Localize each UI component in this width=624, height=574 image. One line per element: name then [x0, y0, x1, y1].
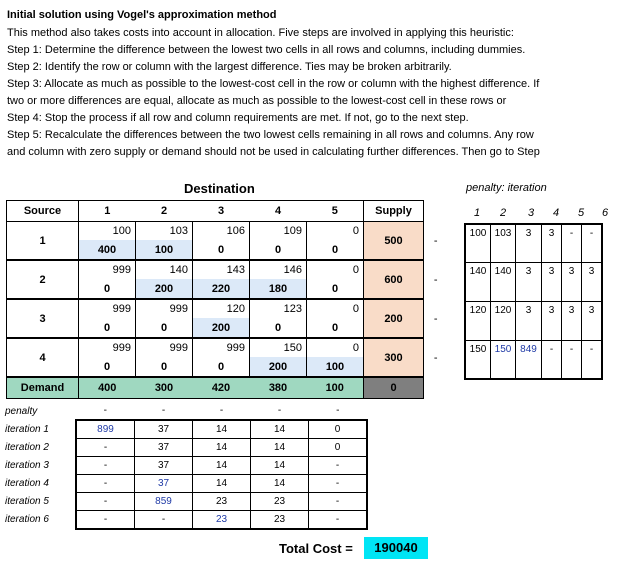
alloc-cell: 0: [79, 357, 136, 377]
transport-table: [6, 200, 448, 399]
source-label: 3: [7, 299, 79, 338]
paragraph-line: Step 1: Determine the difference between the lowest two cells in all rows and columns, including dummies.: [7, 44, 526, 56]
paragraph-line: This method also takes costs into account in allocation. Five steps are involved in applying this heuristic:: [7, 27, 514, 39]
demand-cell: 300: [136, 377, 193, 399]
source-header: Source: [7, 201, 79, 222]
penalty-row-label: iteration 5: [5, 496, 49, 507]
penalty-row-label: iteration 3: [5, 460, 49, 471]
cost-cell: 999: [112, 342, 131, 354]
penalty-cell: 120: [465, 301, 491, 340]
penalty-row-label: penalty: [5, 405, 38, 417]
paragraph-line: Step 3: Allocate as much as possible to the lowest-cost cell in the row or column with the highest difference. If: [7, 78, 540, 90]
penalty-cell: 140: [465, 262, 491, 301]
penalty-cell: -: [309, 475, 368, 493]
penalty-cell: 150: [465, 340, 491, 379]
penalty-header: 6: [602, 207, 609, 219]
penalty-cell: -: [219, 405, 224, 416]
row-penalty-title: penalty: iteration: [466, 182, 547, 194]
cost-cell: 999: [136, 338, 193, 357]
penalty-cell: 3: [542, 224, 562, 262]
penalty-cell: 14: [193, 475, 251, 493]
demand-cell: 380: [250, 377, 307, 399]
cost-cell: 103: [136, 222, 193, 241]
destination-label: Destination: [184, 181, 255, 196]
penalty-header: 2: [500, 207, 507, 219]
cost-cell: 999: [112, 303, 131, 315]
penalty-header: 5: [578, 207, 585, 219]
alloc-cell: 0: [307, 279, 364, 299]
penalty-header: 4: [553, 207, 560, 219]
row-dash: -: [433, 312, 438, 325]
penalty-cell: 899: [76, 420, 135, 439]
cost-cell: 150: [250, 338, 307, 357]
demand-cell: 100: [307, 377, 364, 399]
cost-cell: 140: [136, 260, 193, 279]
supply-cell: 300: [364, 338, 424, 377]
supply-cell: 200: [364, 299, 424, 338]
cost-cell: 100: [112, 225, 131, 237]
penalty-cell: -: [76, 493, 135, 511]
penalty-cell: 3: [516, 224, 542, 262]
paragraph-line: Step 4: Stop the process if all row and column requirements are met. If not, go to the next step.: [7, 112, 469, 124]
penalty-cell: 23: [251, 511, 309, 530]
penalty-cell: 14: [251, 457, 309, 475]
alloc-cell: 100: [136, 240, 193, 260]
total-cost-value: 190040: [364, 537, 428, 559]
penalty-cell: 849: [516, 340, 542, 379]
penalty-cell: 14: [193, 420, 251, 439]
penalty-cell: 100: [465, 224, 491, 262]
row-dash: -: [433, 351, 438, 364]
alloc-cell: 0: [136, 357, 193, 377]
penalty-row-label: iteration 4: [5, 478, 49, 489]
penalty-cell: 23: [193, 493, 251, 511]
penalty-cell: -: [135, 511, 193, 530]
alloc-cell: 0: [250, 240, 307, 260]
penalty-cell: -: [562, 224, 582, 262]
penalty-header: 1: [474, 207, 481, 219]
row-dash: -: [433, 234, 438, 247]
penalty-cell: -: [309, 493, 368, 511]
penalty-cell: 23: [193, 511, 251, 530]
cost-cell: 0: [307, 338, 364, 357]
penalty-cell: -: [582, 224, 603, 262]
penalty-cell: -: [277, 405, 282, 416]
demand-cell: 420: [193, 377, 250, 399]
paragraph-line: Step 5: Recalculate the differences between the two lowest cells remaining in all rows and columns. Any row: [7, 129, 534, 141]
alloc-cell: 100: [307, 357, 364, 377]
alloc-cell: 220: [193, 279, 250, 299]
source-label: 4: [7, 338, 79, 377]
page-title: Initial solution using Vogel's approximation method: [7, 9, 277, 21]
penalty-cell: 120: [491, 301, 516, 340]
alloc-cell: 0: [193, 240, 250, 260]
penalty-cell: -: [76, 511, 135, 530]
alloc-cell: 0: [307, 240, 364, 260]
alloc-cell: 0: [136, 318, 193, 338]
alloc-cell: 400: [79, 240, 136, 260]
cost-cell: 143: [193, 260, 250, 279]
source-label: 1: [7, 222, 79, 261]
penalty-cell: -: [76, 475, 135, 493]
penalty-cell: 0: [309, 439, 368, 457]
cost-cell: 999: [136, 299, 193, 318]
penalty-cell: 3: [516, 301, 542, 340]
penalty-row-label: iteration 1: [5, 423, 49, 435]
penalty-row-label: iteration 6: [5, 514, 49, 526]
penalty-cell: 3: [542, 301, 562, 340]
supply-cell: 500: [364, 222, 424, 261]
supply-cell: 600: [364, 260, 424, 299]
cost-cell: 0: [307, 222, 364, 241]
alloc-cell: 0: [79, 279, 136, 299]
penalty-cell: 37: [135, 475, 193, 493]
cost-cell: 106: [193, 222, 250, 241]
cost-cell: 146: [250, 260, 307, 279]
penalty-cell: 14: [193, 457, 251, 475]
col-header: 1: [79, 201, 136, 222]
penalty-cell: 14: [193, 439, 251, 457]
penalty-cell: 3: [562, 262, 582, 301]
cost-cell: 0: [307, 260, 364, 279]
penalty-cell: 103: [491, 224, 516, 262]
source-label: 2: [7, 260, 79, 299]
alloc-cell: 200: [193, 318, 250, 338]
alloc-cell: 0: [307, 318, 364, 338]
penalty-cell: 37: [135, 420, 193, 439]
penalty-cell: 37: [135, 457, 193, 475]
penalty-cell: -: [542, 340, 562, 379]
alloc-cell: 0: [193, 357, 250, 377]
demand-cell: 400: [79, 377, 136, 399]
alloc-cell: 0: [250, 318, 307, 338]
penalty-cell: 23: [251, 493, 309, 511]
col-header: 3: [193, 201, 250, 222]
penalty-cell: 14: [251, 420, 309, 439]
penalty-cell: 14: [251, 439, 309, 457]
col-header: 2: [136, 201, 193, 222]
cost-cell: 999: [112, 264, 131, 276]
penalty-cell: 150: [491, 340, 516, 379]
penalty-cell: 3: [582, 301, 603, 340]
penalty-cell: 37: [135, 439, 193, 457]
penalty-cell: 859: [135, 493, 193, 511]
penalty-cell: 14: [251, 475, 309, 493]
penalty-cell: -: [562, 340, 582, 379]
cost-cell: 0: [307, 299, 364, 318]
col-penalty-table: [5, 402, 368, 530]
row-dash: -: [433, 273, 438, 286]
penalty-cell: 3: [562, 301, 582, 340]
cost-cell: 109: [250, 222, 307, 241]
alloc-cell: 200: [250, 357, 307, 377]
penalty-cell: -: [76, 457, 135, 475]
alloc-cell: 200: [136, 279, 193, 299]
alloc-cell: 180: [250, 279, 307, 299]
penalty-cell: 3: [542, 262, 562, 301]
supply-header: Supply: [364, 201, 424, 222]
penalty-cell: 3: [582, 262, 603, 301]
cost-cell: 999: [193, 338, 250, 357]
penalty-cell: -: [336, 405, 340, 416]
cost-cell: 120: [193, 299, 250, 318]
penalty-cell: -: [161, 405, 166, 416]
total-cost-label: Total Cost =: [279, 541, 353, 556]
penalty-cell: 0: [309, 420, 368, 439]
penalty-cell: 140: [491, 262, 516, 301]
penalty-cell: -: [309, 457, 368, 475]
penalty-cell: -: [103, 405, 107, 416]
penalty-header: 3: [528, 207, 535, 219]
penalty-cell: -: [76, 439, 135, 457]
row-penalty-table: [464, 223, 603, 380]
paragraph-line: and column with zero supply or demand should not be used in calculating further differences. Then go to Step: [7, 146, 540, 158]
penalty-cell: 3: [516, 262, 542, 301]
col-header: 5: [307, 201, 364, 222]
cost-cell: 123: [250, 299, 307, 318]
penalty-row-label: iteration 2: [5, 442, 49, 453]
penalty-cell: -: [309, 511, 368, 530]
demand-label: Demand: [7, 377, 79, 399]
col-header: 4: [250, 201, 307, 222]
alloc-cell: 0: [79, 318, 136, 338]
paragraph-line: Step 2: Identify the row or column with the largest difference. Ties may be broken arbitrarily.: [7, 61, 452, 73]
penalty-cell: -: [582, 340, 603, 379]
demand-total: 0: [364, 377, 424, 399]
paragraph-line: two or more differences are equal, allocate as much as possible to the lowest-cost cell in these rows or: [7, 95, 507, 107]
